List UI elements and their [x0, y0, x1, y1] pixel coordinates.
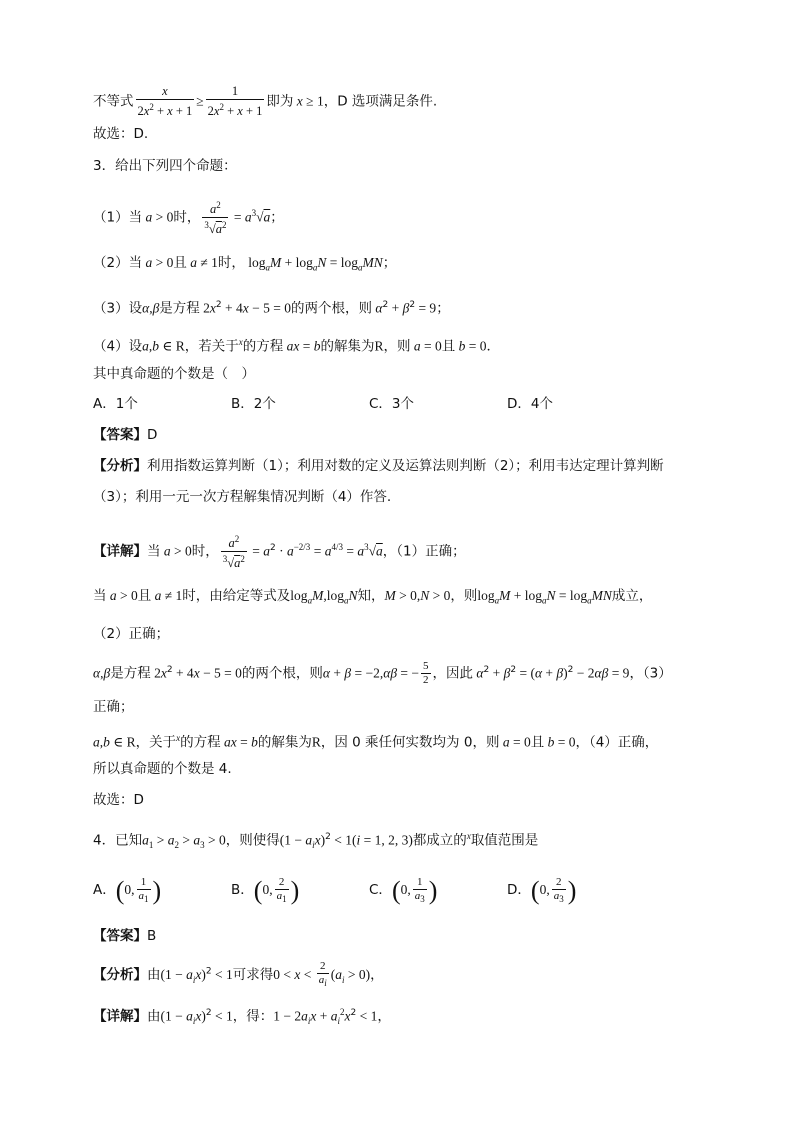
- option-c: C．3个: [369, 396, 415, 412]
- q3-analysis-line-1: [93, 456, 724, 476]
- text: 知，: [357, 588, 385, 604]
- q3-detail-line-2: 当 a > 0且 a ≠ 1时，由给定等式及$\log_aM,\log_aN$知，M > 0,N > 0，则$\log_aM + \log_aN = \log_aMN$成立，: [93, 588, 653, 606]
- text: ，若关于: [184, 338, 239, 355]
- option-label: A．: [93, 882, 116, 899]
- analysis-tag: 【分析】: [93, 967, 147, 984]
- detail-tag: 【详解】: [93, 1008, 147, 1025]
- text: ，（1）正确；: [382, 543, 466, 560]
- text: ，则: [450, 588, 478, 604]
- answer-tag: 【答案】: [93, 427, 147, 443]
- option-a: A．(0, $\frac{1}{a_1}$ ): [93, 876, 162, 906]
- text: ，因此: [432, 665, 474, 682]
- q3-detail-line-6: 故选：D: [93, 792, 144, 808]
- text: 成立，: [611, 588, 653, 604]
- text: 利用指数运算判断（1）；利用对数的定义及运算法则判断（2）；利用韦达定理计算判断: [147, 458, 664, 474]
- text: 时，: [191, 543, 219, 560]
- text: 是方程: [110, 665, 151, 682]
- text: ，关于: [135, 734, 177, 751]
- text: 当: [93, 588, 107, 604]
- option-b: B．(0, $\frac{2}{a_1}$ ): [231, 876, 300, 906]
- text: 不等式: [93, 93, 134, 110]
- text: 当: [147, 543, 161, 560]
- text: （1）当: [93, 209, 143, 226]
- line-inequality: 不等式 $\frac{x}{2x^2 + x + 1}$ ≥ $\frac{1}{2x^2 + x + 1}$ 即为 x ≥ 1，D 选项满足条件.: [93, 84, 438, 119]
- text: （4）设: [93, 338, 143, 355]
- text: 可求得: [232, 967, 274, 984]
- text: （2）当: [93, 255, 143, 271]
- fraction: $\frac{a^2}{^3√a^2}$: [222, 534, 245, 571]
- text: ，（3）: [629, 665, 672, 682]
- option-b: B．2个: [231, 396, 276, 412]
- text: ，: [377, 1008, 391, 1025]
- q3-detail-line-1: 【详解】当 a > 0时， $\frac{a^2}{^3√a^2}$ = $a^2 \cdot a^{-2/3} = a^{4/3} = a^3√a$，（1）正确；: [93, 534, 466, 571]
- text: ；: [436, 300, 450, 317]
- q3-detail-line-5: 所以真命题的个数是 4.: [93, 761, 232, 777]
- q3-proposition-4: （4）设a,b ∈ R，若关于$^x$的方程 ax = b的解集为R，则 a = 0且 b = 0．: [93, 337, 500, 355]
- fraction: $\frac{1}{2x^2 + x + 1}$: [207, 84, 263, 119]
- q3-proposition-1: （1）当 a > 0时， $\frac{a^2}{^3√a^2}$ = $a^3√a$；: [93, 200, 284, 237]
- answer-tag: 【答案】: [93, 928, 147, 944]
- text: 且: [441, 338, 456, 355]
- text: 由: [147, 1008, 161, 1025]
- text: ，: [370, 967, 384, 984]
- fraction: $\frac{x}{2x^2 + x + 1}$: [137, 84, 193, 119]
- text: 是方程: [159, 300, 200, 317]
- text: ，得：: [232, 1008, 274, 1025]
- text: 时，: [173, 209, 201, 226]
- text: ，D 选项满足条件.: [323, 93, 438, 110]
- option-label: B．: [231, 882, 254, 899]
- text: ，则: [383, 338, 411, 355]
- text: ；: [270, 209, 284, 226]
- q3-analysis-line-2: （3）；利用一元一次方程解集情况判断（4）作答.: [93, 489, 392, 505]
- answer-value: D: [147, 427, 158, 443]
- q3-detail-line-3b: 正确；: [93, 699, 134, 715]
- text: ；: [382, 255, 397, 271]
- fraction: $\frac{5}{2}$: [423, 660, 429, 686]
- option-d: D．4个: [507, 396, 553, 412]
- q4-answer: [93, 926, 724, 946]
- option-c: C．(0, $\frac{1}{a_3}$ ): [369, 876, 438, 906]
- text: 都成立的: [412, 832, 467, 849]
- q4-options: [93, 876, 724, 906]
- text: ，（4）正确，: [575, 734, 659, 751]
- q4-analysis: 【分析】由$(1 - a_ix)^2 < 1$可求得0 < x < $\frac{2}{a_i}$ $(a_i > 0)$，: [93, 960, 384, 989]
- analysis-tag: 【分析】: [93, 458, 147, 474]
- text: 取值范围是: [470, 832, 539, 849]
- q3-proposition-2: （2）当 a > 0且 a ≠ 1时， $\log_aM + \log_aN = \log_aMN$；: [93, 255, 397, 273]
- text: 的方程: [242, 338, 284, 355]
- text: 由: [147, 967, 161, 984]
- answer-value: B: [147, 928, 157, 944]
- text: 时，: [217, 255, 245, 271]
- text: 且: [530, 734, 545, 751]
- question-3-title: 3．给出下列四个命题：: [93, 158, 237, 174]
- text: 的两个根，则: [241, 665, 323, 682]
- option-a: A．1个: [93, 396, 138, 412]
- q3-proposition-3: （3）设α,β是方程 $2x^2 + 4x - 5 = 0$的两个根，则 $\alpha^2 + \beta^2 = 9$；: [93, 300, 450, 317]
- text: 的方程: [180, 734, 221, 751]
- q3-options: [93, 394, 724, 414]
- text: 且: [137, 588, 152, 604]
- fraction: $\frac{a^2}{^3√a^2}$: [204, 200, 227, 237]
- text: ，因 0 乘任何实数均为 0，则: [320, 734, 500, 751]
- text: 4．已知: [93, 832, 143, 849]
- q3-question: 其中真命题的个数是（ ）: [93, 366, 255, 382]
- option-label: C．: [369, 882, 392, 899]
- text: 的两个根，则: [291, 300, 373, 317]
- option-label: D．: [507, 882, 531, 899]
- text: （3）设: [93, 300, 143, 317]
- text: 即为: [266, 93, 294, 110]
- text: 的解集为: [320, 338, 375, 355]
- detail-tag: 【详解】: [93, 543, 147, 560]
- q4-detail: 【详解】由$(1 - a_ix)^2 < 1$，得：$1 - 2a_ix + a_i^2x^2 < 1$，: [93, 1007, 391, 1027]
- q3-detail-line-4: a,b ∈ R，关于$^x$的方程 ax = b的解集为R，因 0 乘任何实数均为 0，则 a = 0且 b = 0，（4）正确，: [93, 733, 659, 751]
- option-d: D．(0, $\frac{2}{a_3}$ ): [507, 876, 577, 906]
- text: 且: [173, 255, 187, 271]
- line-choose-d: 故选：D.: [93, 126, 149, 142]
- text: ．: [486, 338, 500, 355]
- question-4-title: 4．已知$a_1 > a_2 > a_3 > 0$，则使得$(1 - a_ix)^2 < 1(i = 1$, 2, 3)都成立的$^x$取值范围是: [93, 831, 539, 851]
- text: 的解集为: [257, 734, 312, 751]
- text: ，则使得: [225, 832, 280, 849]
- q3-detail-line-2b: （2）正确；: [93, 626, 170, 642]
- fraction: $\frac{2}{a_i}$: [318, 960, 327, 989]
- text: 时，由给定等式及: [182, 588, 291, 604]
- q3-detail-line-3: α,β是方程 $2x^2 + 4x - 5 = 0$的两个根，则α + β = −2,αβ = − $\frac{5}{2}$ ，因此 $\alpha^2 + \beta^2 = (\alpha + \beta)^2 - 2\alpha\beta = 9$，（3）: [93, 660, 672, 686]
- q3-answer: [93, 425, 724, 445]
